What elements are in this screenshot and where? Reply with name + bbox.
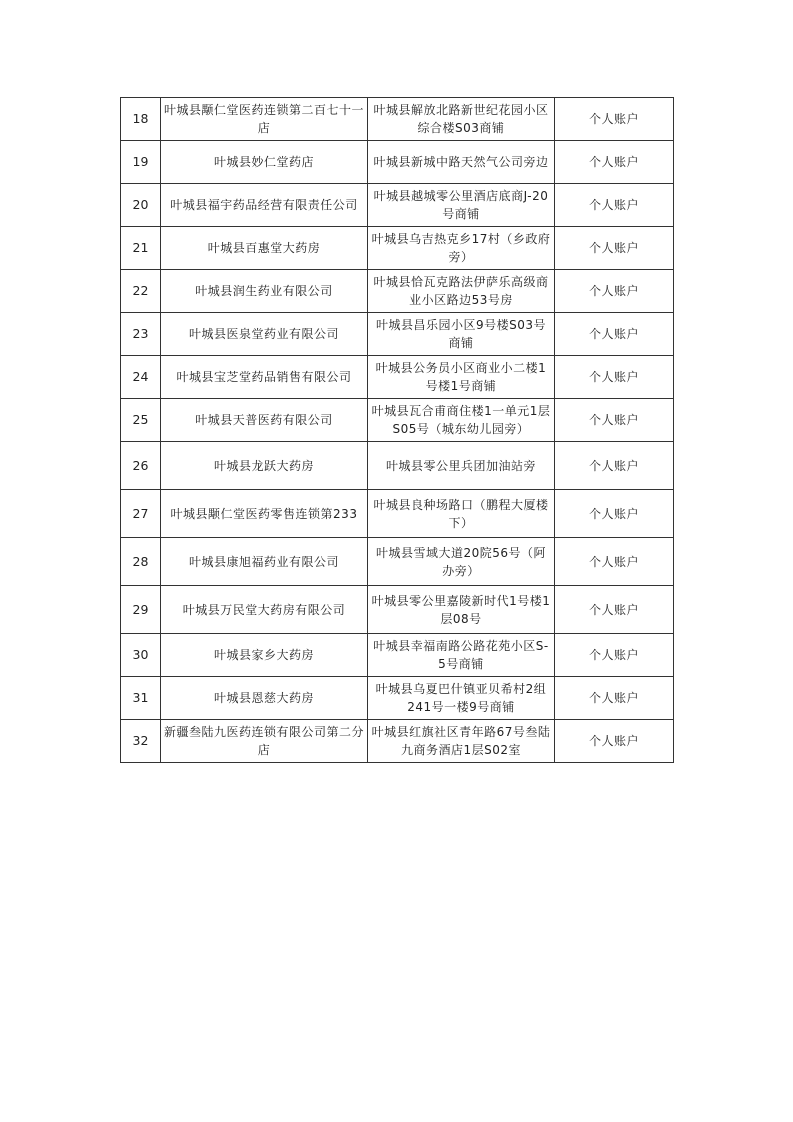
pharmacy-table	[120, 97, 674, 763]
row-number: 21	[121, 227, 161, 270]
account-type: 个人账户	[555, 227, 674, 270]
pharmacy-name: 叶城县龙跃大药房	[161, 442, 368, 490]
table-row	[121, 442, 674, 490]
table-row	[121, 399, 674, 442]
account-type: 个人账户	[555, 677, 674, 720]
table-row	[121, 313, 674, 356]
pharmacy-name: 叶城县康旭福药业有限公司	[161, 538, 368, 586]
pharmacy-name: 叶城县宝芝堂药品销售有限公司	[161, 356, 368, 399]
pharmacy-address: 叶城县雪域大道20院56号（阿办旁）	[368, 538, 555, 586]
pharmacy-address: 叶城县解放北路新世纪花园小区综合楼S03商铺	[368, 98, 555, 141]
row-number: 27	[121, 490, 161, 538]
pharmacy-address: 叶城县零公里兵团加油站旁	[368, 442, 555, 490]
table-row	[121, 356, 674, 399]
pharmacy-name: 叶城县医泉堂药业有限公司	[161, 313, 368, 356]
row-number: 25	[121, 399, 161, 442]
pharmacy-address: 叶城县新城中路天然气公司旁边	[368, 141, 555, 184]
row-number: 29	[121, 586, 161, 634]
account-type: 个人账户	[555, 141, 674, 184]
pharmacy-name: 叶城县家乡大药房	[161, 634, 368, 677]
row-number: 26	[121, 442, 161, 490]
row-number: 19	[121, 141, 161, 184]
table-row	[121, 98, 674, 141]
row-number: 28	[121, 538, 161, 586]
pharmacy-name: 叶城县百惠堂大药房	[161, 227, 368, 270]
pharmacy-name: 叶城县颙仁堂医药连锁第二百七十一店	[161, 98, 368, 141]
pharmacy-address: 叶城县零公里嘉陵新时代1号楼1层08号	[368, 586, 555, 634]
row-number: 20	[121, 184, 161, 227]
account-type: 个人账户	[555, 586, 674, 634]
pharmacy-address: 叶城县越城零公里酒店底商J-20号商铺	[368, 184, 555, 227]
account-type: 个人账户	[555, 356, 674, 399]
table-row	[121, 720, 674, 763]
table-row	[121, 634, 674, 677]
row-number: 24	[121, 356, 161, 399]
pharmacy-name: 叶城县颙仁堂医药零售连锁第233	[161, 490, 368, 538]
pharmacy-name: 叶城县妙仁堂药店	[161, 141, 368, 184]
pharmacy-name: 叶城县恩慈大药房	[161, 677, 368, 720]
table-row	[121, 490, 674, 538]
pharmacy-name: 新疆叁陆九医药连锁有限公司第二分店	[161, 720, 368, 763]
table-row	[121, 184, 674, 227]
row-number: 30	[121, 634, 161, 677]
row-number: 18	[121, 98, 161, 141]
table-row	[121, 586, 674, 634]
account-type: 个人账户	[555, 399, 674, 442]
pharmacy-address: 叶城县幸福南路公路花苑小区S-5号商铺	[368, 634, 555, 677]
account-type: 个人账户	[555, 634, 674, 677]
pharmacy-name: 叶城县天普医药有限公司	[161, 399, 368, 442]
account-type: 个人账户	[555, 490, 674, 538]
table-row	[121, 270, 674, 313]
pharmacy-name: 叶城县润生药业有限公司	[161, 270, 368, 313]
account-type: 个人账户	[555, 538, 674, 586]
pharmacy-name: 叶城县福宇药品经营有限责任公司	[161, 184, 368, 227]
row-number: 31	[121, 677, 161, 720]
row-number: 23	[121, 313, 161, 356]
pharmacy-address: 叶城县乌吉热克乡17村（乡政府旁）	[368, 227, 555, 270]
table-row	[121, 227, 674, 270]
table-row	[121, 538, 674, 586]
account-type: 个人账户	[555, 98, 674, 141]
pharmacy-address: 叶城县瓦合甫商住楼1一单元1层S05号（城东幼儿园旁）	[368, 399, 555, 442]
account-type: 个人账户	[555, 442, 674, 490]
account-type: 个人账户	[555, 184, 674, 227]
row-number: 22	[121, 270, 161, 313]
table-row	[121, 677, 674, 720]
pharmacy-address: 叶城县昌乐园小区9号楼S03号商铺	[368, 313, 555, 356]
pharmacy-name: 叶城县万民堂大药房有限公司	[161, 586, 368, 634]
pharmacy-address: 叶城县公务员小区商业小二楼1号楼1号商铺	[368, 356, 555, 399]
account-type: 个人账户	[555, 313, 674, 356]
pharmacy-address: 叶城县良种场路口（鹏程大厦楼下）	[368, 490, 555, 538]
pharmacy-address: 叶城县红旗社区青年路67号叁陆九商务酒店1层S02室	[368, 720, 555, 763]
pharmacy-address: 叶城县乌夏巴什镇亚贝希村2组241号一楼9号商铺	[368, 677, 555, 720]
table-row	[121, 141, 674, 184]
account-type: 个人账户	[555, 270, 674, 313]
account-type: 个人账户	[555, 720, 674, 763]
row-number: 32	[121, 720, 161, 763]
pharmacy-address: 叶城县恰瓦克路法伊萨乐高级商业小区路边53号房	[368, 270, 555, 313]
